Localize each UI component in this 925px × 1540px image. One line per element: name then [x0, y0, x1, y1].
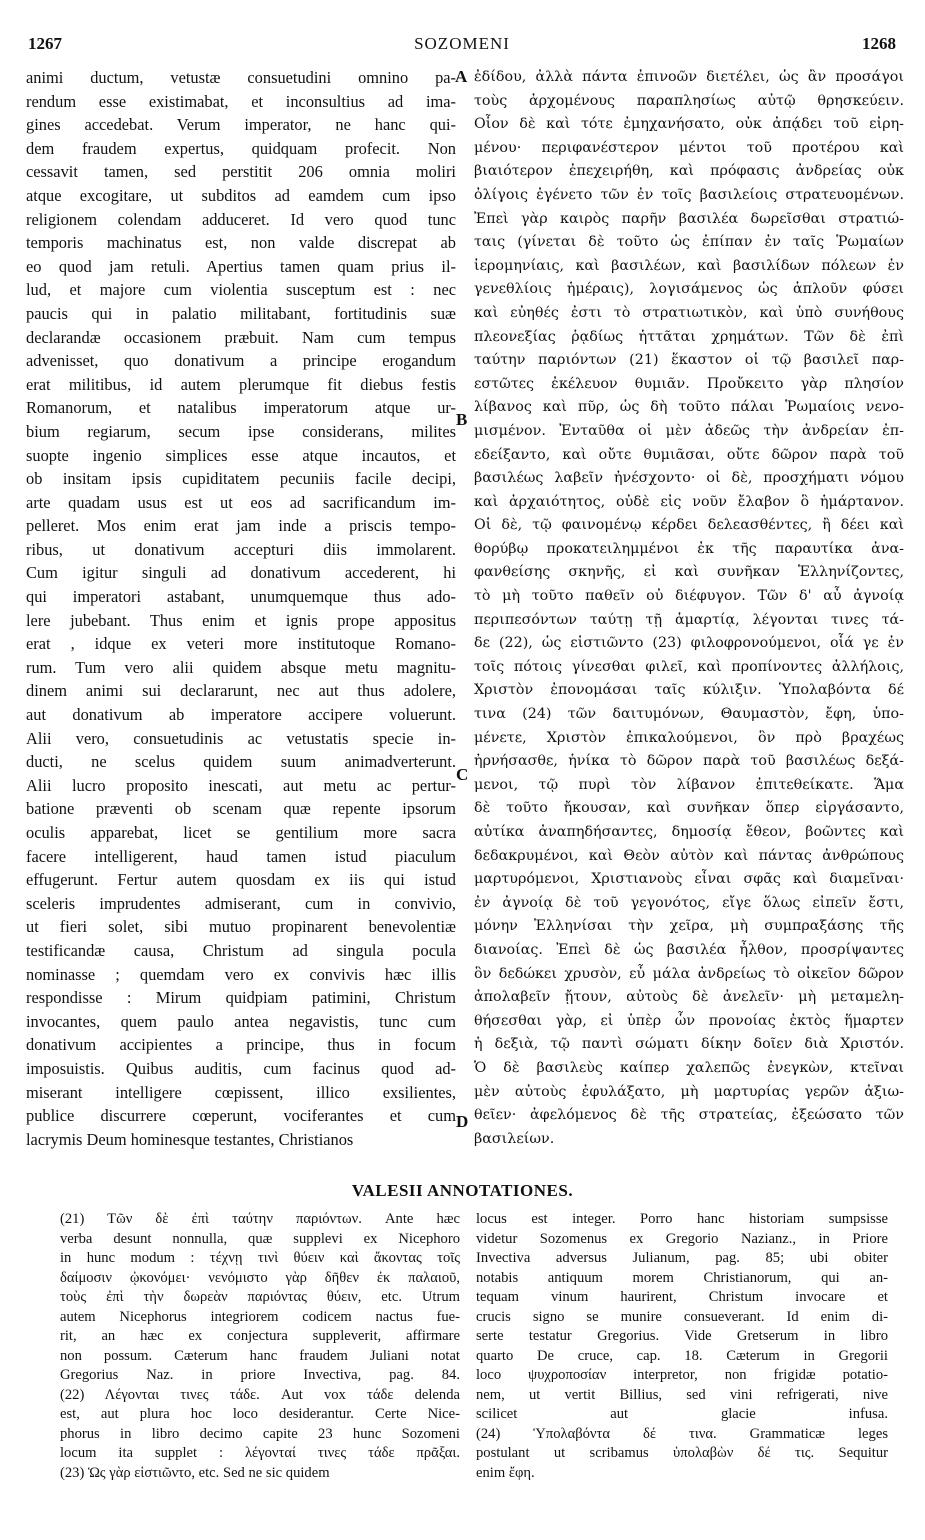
latin-text-line: rum. Tum vero alii quidem absque metu magnitu- [26, 657, 456, 677]
margin-mark-d: D [456, 1112, 469, 1131]
latin-text-line: erat , idque ex veteri more institutoque Romano- [26, 634, 456, 654]
latin-text-line: paucis qui in palatio militabant, fortitudinis suæ [26, 303, 456, 323]
greek-text-line: βιαιότερον ἐπεχειρήθη, καὶ πρόφασις ἀνδρείας οὐκ [474, 163, 904, 180]
greek-text-line: ὃν δεδώκει χρυσὸν, εὖ μάλα ἀνδρείως τὸ οἰκεῖον δῶρον [474, 965, 904, 982]
annotation-line: (22) Λέγονται τινες τάδε. Aut voх τάδε delenda [60, 1386, 460, 1403]
notes-right-column [476, 1210, 888, 1483]
greek-text-line: Οἷον δὲ καὶ τότε ἐμηχανήσατο, οὐκ ἀπᾴδει τοῦ εἰρη- [474, 116, 904, 133]
latin-text-line: advenisset, quo donativum a principe erogandum [26, 351, 456, 371]
greek-text-line: βασιλέως λαβεῖν ἠνέσχοντο· οἱ δὲ, προσχήματι νόμου [474, 470, 904, 487]
greek-text-line: Οἱ δὲ, τῷ φαινομένῳ κέρδει δελεασθέντες, ἢ δέει καὶ [474, 517, 904, 534]
annotation-line: verba desunt nonnulla, quæ supplevi ex Nicephoro [60, 1230, 460, 1247]
latin-text-line: respondisse : Mirum quidpiam patimini, Christum [26, 988, 456, 1008]
latin-text-line: effugerunt. Fertur autem quosdam ex iis qui istud [26, 870, 456, 890]
latin-text-line: lacrymis Deum hominesque testantes, Christianos [26, 1129, 354, 1149]
latin-text-line: facere intelligerent, haud tamen istud piaculum [26, 846, 456, 866]
annotation-line: postulant ut scribamus ὑπολαβὼν δέ τις. Sequitur [476, 1445, 888, 1461]
greek-text-line: μόνην Ἑλληνίσαι τὴν χεῖρα, μὴ συμπραξάσης τῆς [474, 918, 904, 935]
notes-left-column [60, 1210, 460, 1483]
greek-text-line: ἀπολαβεῖν ᾔτουν, αὐτοὺς δὲ ἀνελεῖν· μὴ μεταμελη- [474, 989, 904, 1006]
greek-text-line: βασιλείων. [474, 1130, 555, 1147]
greek-text-line: ταύτην παριόντων (21) ἕκαστον οἱ τῷ βασιλεῖ παρ- [474, 352, 904, 369]
annotation-line: serte testatur Gregorius. Vide Gretserum in libro [476, 1328, 888, 1344]
annotation-line: loco ψυχροποσίαν interpretor, non frigidæ potatio- [476, 1367, 888, 1383]
latin-text-line: ut fieri solet, sibi mutuo propinarent benevolentiæ [26, 917, 456, 937]
annotation-line: nem, ut vertit Billius, sed vini refrigerati, nive [476, 1386, 888, 1403]
greek-text-line: τὸ μὴ τοῦτο παθεῖν οὐ διέφυγον. Τῶν δ' αὖ ἀγνοίᾳ [474, 588, 904, 605]
latin-text-line: invocantes, quem paulo antea negavistis, tunc cum [26, 1011, 456, 1031]
annotation-line: crucis signo se munire consueverant. Id enim di- [476, 1308, 888, 1325]
greek-text-line: θορύβῳ προκατειλημμένοι ἐκ τῆς παραυτίκα ἀνα- [474, 540, 904, 557]
latin-text-line: rendum esse existimabat, et inconsultius ad ima- [26, 91, 456, 111]
greek-text-line: διανοίας. Ἐπεὶ δὲ ὡς βασιλέα ἦλθον, προσρίψαντες [474, 941, 904, 958]
greek-text-line: πλεονεξίας ῥᾳδίως ἡττᾶται χρημάτων. Τῶν δὲ ἐπὶ [474, 328, 904, 345]
annotation-line: autem Nicephorus integriorem codicem nactus fue- [60, 1308, 460, 1325]
annotation-line: notabis antiquum morem Christianorum, qui an- [476, 1269, 888, 1286]
greek-text-line: αὐτίκα ἀναπηδήσαντες, δημοσίᾳ ἔθεον, βοῶντες καὶ [474, 824, 904, 840]
greek-text-line: θήσεσθαι γὰρ, εἰ ὑπὲρ ὧν προνοίας ἐκτὸς ἥμαρτεν [474, 1012, 904, 1029]
annotation-line: (24) Ὑπολαβόντα δέ τινα. Grammaticæ leges [476, 1425, 888, 1442]
greek-text-line: εστῶτες ἐκέλευον θυμιᾶν. Προὔκειτο γὰρ πλησίον [474, 375, 904, 392]
annotation-line: phorus in libro decimo capite 23 hunc Sozomeni [60, 1425, 460, 1442]
greek-text-line: γενεθλίοις ἡμέραις), λογισάμενος ὡς ἁπλοῦν φύσει [474, 281, 904, 298]
greek-text-line: ἱερομηνίαις, καὶ βασιλέων, καὶ βασιλίδων πόλεων ἐν [474, 257, 904, 274]
latin-text-line: dinem animi sui declararunt, nec aut thus adolere, [26, 681, 456, 701]
latin-text-line: oculis apparebat, licet se gentilium more sacra [26, 823, 456, 842]
greek-text-line: δε (22), ὡς εἱστιῶντο (23) φιλοφρονούμενοι, οἷά γε ἐν [474, 635, 904, 652]
latin-text-line: Alii vero, consuetudinis ac vetustatis specie in- [26, 728, 456, 748]
greek-text-line: τοὺς ἀρχομένους παραπλησίως αὐτῷ θρησκεύειν. [474, 92, 904, 109]
greek-text-line: εδείξαντο, καὶ οὔτε θυμιᾶσαι, οὔτε δῶρον παρὰ τοῦ [474, 446, 904, 463]
annotation-line: locus est integer. Porro hanc historiam sumpsisse [476, 1211, 888, 1227]
latin-text-line: ob insitam ipsis cupiditatem pecuniis facile decipi, [26, 469, 456, 489]
latin-text-line: lud, et majore cum violentia susceptum est : nec [26, 280, 456, 300]
annotation-line: δαίμοσιν ᾠκονόμει· νενόμιστο γὰρ δῆθεν ἐκ παλαιοῦ, [60, 1269, 460, 1286]
greek-text-line: ὀλίγοις ἐγένετο τῶν ἐν τοῖς βασιλείοις στρατευομένων. [474, 186, 904, 203]
latin-text-line: temporis machinatus est, non valde discrepat ab [26, 233, 456, 253]
latin-column [26, 66, 456, 1151]
latin-text-line: arte quadam usus est ut eos ad sacrificandum im- [26, 492, 456, 512]
latin-text-line: batione præventi ob scenam quæ repente ipsorum [26, 799, 456, 819]
annotation-line: locum ita supplet : λέγονταί τινες τάδε πρᾶξαι. [60, 1445, 460, 1461]
annotation-line: rit, an hæc ex conjectura suppleverit, affirmare [60, 1328, 460, 1344]
margin-mark-a: A [455, 67, 468, 86]
greek-text-line: ἐν ἀγνοίᾳ δὲ τοῦ γεγονότος, εἴγε ὅλως εἰπεῖν ἔστι, [474, 894, 904, 911]
latin-text-line: ducti, ne scelus quidem suum animadverterunt. [26, 752, 456, 772]
latin-text-line: gines accedebat. Verum imperator, ne hanc qui- [26, 115, 456, 135]
annotation-line: tequam vinum haurirent, Christum invocare et [476, 1289, 888, 1305]
greek-text-line: ἠρνήσασθε, ἡνίκα τὸ δῶρον παρὰ τοῦ βασιλέως δεξά- [474, 753, 904, 770]
latin-text-line: cessavit tamen, sed perstitit 206 omnia moliri [26, 162, 456, 182]
greek-text-line: μισμένον. Ἐνταῦθα οἱ μὲν ἀδεῶς τὴν ἀνδρείαν ἐπ- [474, 422, 904, 439]
latin-text-line: declarandæ occasionem præbuit. Nam cum tempus [26, 327, 456, 347]
greek-text-line: Χριστὸν ἐπονομάσαι ταῖς κύλιξιν. Ὑπολαβόντα δέ [474, 682, 904, 699]
latin-text-line: dem fraudem expertus, quidquam profecit. Non [26, 138, 456, 158]
latin-text-line: ribus, ut donativum accepturi diis immolarent. [26, 539, 456, 559]
greek-text-line: Ὁ δὲ βασιλεὺς καίπερ χαλεπῶς ἐνεγκὼν, κτεῖναι [474, 1059, 904, 1076]
greek-text-line: δὲ τοῦτο ἤκουσαν, καὶ συνῆκαν ὅπερ εἰργάσαντο, [474, 800, 904, 817]
greek-text-line: τοῖς πότοις γίνεσθαι φιλεῖ, καὶ προπίνοντες ἀλλήλοις, [474, 658, 904, 675]
greek-text-line: μένου· περιφανέστερον μέντοι τοῦ προτέρου καὶ [474, 139, 904, 156]
annotations-title: VALESII ANNOTATIONES. [351, 1181, 574, 1200]
greek-text-line: μενοι, τῷ πυρὶ τὸν λίβανον ἐπιτεθείκατε. Ἅμα [474, 776, 904, 793]
latin-text-line: erat militibus, id autem plerumque fit diebus festis [26, 374, 456, 394]
latin-text-line: nominasse ; quemdam vero ex convivis hæc illis [26, 964, 456, 984]
annotation-line: est, aut plura hoc loco desiderantur. Certe Nice- [60, 1406, 460, 1422]
greek-text-line: λίβανος καὶ πῦρ, ὡς δὴ τοῦτο πάλαι Ῥωμαίοις νενο- [474, 399, 904, 416]
latin-text-line: lere jubebant. Thus enim et ignis prope appositus [26, 610, 456, 630]
latin-text-line: aut donativum ab imperatore accipere voluerunt. [26, 705, 456, 725]
annotation-line: quarto De cruce, cap. 18. Cæterum in Gregorii [476, 1347, 888, 1364]
running-header [28, 34, 896, 56]
greek-text-line: θεῖεν· ἀφελόμενος δὲ τῆς στρατείας, ἐξεώσατο τῶν [474, 1107, 904, 1124]
greek-text-line: Ἐπεὶ γὰρ καιρὸς παρῆν βασιλέα δωρεῖσθαι στρατιώ- [474, 210, 904, 227]
latin-text-line: atque excogitare, ut subditos ad eamdem cum ipso [26, 185, 456, 205]
latin-text-line: religionem colendam adduceret. Id vero quod tunc [26, 209, 456, 229]
annotation-line: videtur Sozomenus ex Gregorio Nazianz., in Priore [476, 1230, 888, 1247]
latin-text-line: animi ductum, vetustæ consuetudini omnino pa- [26, 68, 456, 87]
latin-text-line: pelleret. Mos enim erat jam inde a priscis tempo- [26, 516, 456, 536]
latin-text-line: bium regiarum, secum ipse considerans, milites [26, 421, 456, 441]
greek-text-line: φανθείσης σκηνῆς, εἰ καὶ συνῆκαν Ἑλληνίζοντες, [474, 564, 904, 581]
page-number-right: 1268 [862, 34, 896, 53]
latin-text-line: imposuistis. Quibus auditis, cum facinus quod ad- [26, 1058, 456, 1078]
greek-column [474, 66, 904, 1151]
greek-text-line: περιπεσόντων ταύτῃ τῇ ἁμαρτίᾳ, λέγονται τινες τά- [474, 611, 904, 628]
latin-text-line: miserant intelligere cœpissent, illico exsilientes, [26, 1082, 456, 1102]
latin-text-line: suopte ingenio simplices esse atque incautos, et [26, 445, 456, 465]
page-number-left: 1267 [28, 34, 62, 53]
greek-text-line: καὶ εὐηθές ἐστι τὸ στρατιωτικὸν, καὶ ὑπὸ συνήθους [474, 304, 904, 321]
latin-text-line: Romanorum, et natalibus imperatorum atque ur- [26, 398, 456, 418]
greek-text-line: μαρτυρόμενοι, Χριστιανοὺς εἶναι σφᾶς καὶ διαμεῖναι· [474, 871, 904, 888]
greek-text-line: ἐδίδου, ἀλλὰ πάντα ἐπινοῶν διετέλει, ὡς ἂν προσάγοι [474, 69, 904, 85]
annotation-line: enim ἔφη. [476, 1464, 535, 1481]
greek-text-line: μὲν αὐτοὺς ἐφυλάξατο, μὴ μαρτυρίας γερῶν ἀξιω- [474, 1083, 904, 1100]
annotation-line: Gregorius Naz. in priore Invectiva, pag. 84. [60, 1367, 460, 1383]
greek-text-line: τινα (24) τῶν δαιτυμόνων, Θαυμαστὸν, ἔφη, ὑπο- [474, 706, 904, 723]
annotation-line: (21) Τῶν δὲ ἐπὶ ταύτην παριόντων. Ante hæc [60, 1211, 460, 1227]
greek-text-line: μένετε, Χριστὸν ἐπικαλούμενοι, ὃν πρὸ βραχέως [474, 729, 904, 746]
latin-text-line: publice discurrere cœperunt, vociferantes et cum [26, 1106, 456, 1126]
greek-text-line: δεδακρυμένοι, καὶ Θεὸν αὐτὸν καὶ πάντας ἀνθρώπους [474, 847, 904, 864]
annotation-line: τοὺς ἐπὶ τὴν δωρεὰν παριόντας θύειν, etc. Utrum [60, 1289, 460, 1305]
latin-text-line: donativum accipientes a principe, thus in focum [26, 1035, 456, 1055]
latin-text-line: eo quod jam retuli. Apertius tamen quam prius il- [26, 256, 456, 276]
latin-text-line: qui imperatori astabant, unumquemque thus ado- [26, 587, 456, 607]
margin-mark-b: B [456, 410, 468, 429]
margin-mark-c: C [456, 765, 469, 784]
annotation-line: (23) Ὡς γὰρ εἱστιῶντο, etc. Sed ne sic quidem [60, 1464, 330, 1481]
running-title: SOZOMENI [414, 34, 510, 53]
latin-text-line: testificandæ causa, Christum ad singula pocula [26, 940, 456, 960]
latin-text-line: sceleris imprudentes admiserant, cum in convivio, [26, 893, 456, 913]
latin-text-line: Alii lucro proposito inescati, aut metu ac pertur- [26, 775, 456, 795]
annotation-line: Invectiva adversus Julianum, pag. 85; ubi obiter [476, 1250, 888, 1266]
annotation-line: scilicet aut glacie infusa. [476, 1406, 888, 1422]
annotation-line: non possum. Cæterum hanc fraudem Juliani notat [60, 1347, 460, 1364]
greek-text-line: ταις (γίνεται δὲ τοῦτο ὡς ἐπίπαν ἐν ταῖς Ῥωμαίων [474, 234, 904, 251]
latin-text-line: Cum igitur singuli ad donativum accederent, hi [26, 563, 456, 583]
annotation-line: in hunc modum : τέχνῃ τινὶ θύειν καὶ ἄκοντας τοῖς [60, 1250, 460, 1266]
greek-text-line: καὶ ἀρχαιότητος, οὐδὲ εἰς νοῦν ἔλαβον ὃ ἡμάρτανον. [474, 493, 904, 510]
greek-text-line: ἡ δεξιὰ, τῷ παντὶ σώματι δίκην δοῖεν διὰ Χριστόν. [474, 1036, 904, 1053]
